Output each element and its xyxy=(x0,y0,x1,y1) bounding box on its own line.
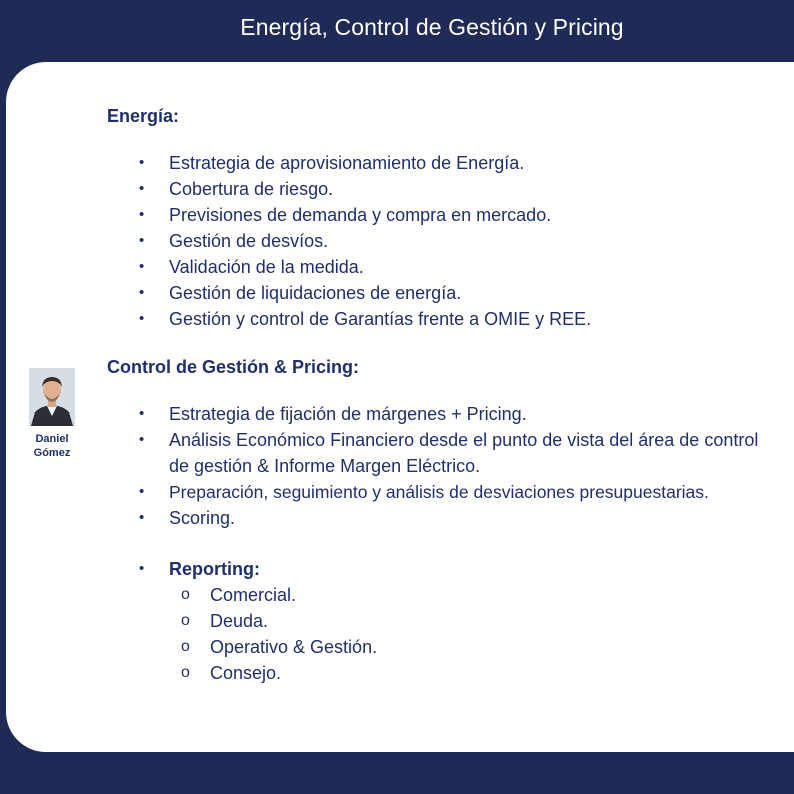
sub-list-item-text: Operativo & Gestión. xyxy=(210,637,378,657)
list-item-text: Gestión y control de Garantías frente a OMIE y REE. xyxy=(169,309,592,329)
list-item-text: Scoring. xyxy=(169,508,236,528)
bullet-marker: • xyxy=(139,258,145,275)
person-name xyxy=(27,432,77,460)
list-item xyxy=(107,427,794,479)
sub-list-item-text: Deuda. xyxy=(210,611,269,631)
section-title-energia: Energía: xyxy=(107,106,180,126)
sub-list-item-text: Comercial. xyxy=(210,585,297,605)
bullet-marker: • xyxy=(139,206,145,223)
bullet-marker: • xyxy=(139,560,145,577)
list-item-text: Gestión de desvíos. xyxy=(169,231,329,251)
reporting-label: Reporting: xyxy=(169,559,260,579)
bullet-marker: • xyxy=(139,310,145,327)
sub-bullet-marker: o xyxy=(181,638,190,655)
avatar xyxy=(29,368,75,426)
person-last-name: Gómez xyxy=(33,447,71,459)
sub-list-item-text: Consejo. xyxy=(210,663,282,683)
list-item-text: Estrategia de fijación de márgenes + Pricing. xyxy=(169,404,527,424)
list-item-text: Estrategia de aprovisionamiento de Energía. xyxy=(169,153,525,173)
section-title-control: Control de Gestión & Pricing: xyxy=(107,357,360,377)
person-card xyxy=(27,368,77,460)
list-item-text: Análisis Económico Financiero desde el punto de vista del área de control de gestión & Informe Margen Eléctrico. xyxy=(169,430,759,476)
bullet-marker: • xyxy=(139,154,145,171)
list-item-text: Validación de la medida. xyxy=(169,257,364,277)
bullet-marker: • xyxy=(139,509,145,526)
bullet-marker: • xyxy=(139,232,145,249)
bullet-marker: • xyxy=(139,431,145,448)
list-item-text: Preparación, seguimiento y análisis de desviaciones presupuestarias. xyxy=(169,482,709,502)
sub-bullet-marker: o xyxy=(181,612,190,629)
sub-bullet-marker: o xyxy=(181,664,190,681)
bullet-marker: • xyxy=(139,405,145,422)
person-first-name: Daniel xyxy=(35,433,69,445)
person-photo-icon xyxy=(29,368,75,426)
list-item-text: Gestión de liquidaciones de energía. xyxy=(169,283,462,303)
bullet-marker: • xyxy=(139,284,145,301)
header-title: Energía, Control de Gestión y Pricing xyxy=(240,14,624,40)
sub-bullet-marker: o xyxy=(181,586,190,603)
list-item-text: Previsiones de demanda y compra en mercado. xyxy=(169,205,552,225)
bullet-marker: • xyxy=(139,483,145,500)
bullet-marker: • xyxy=(139,180,145,197)
list-item-text: Cobertura de riesgo. xyxy=(169,179,334,199)
